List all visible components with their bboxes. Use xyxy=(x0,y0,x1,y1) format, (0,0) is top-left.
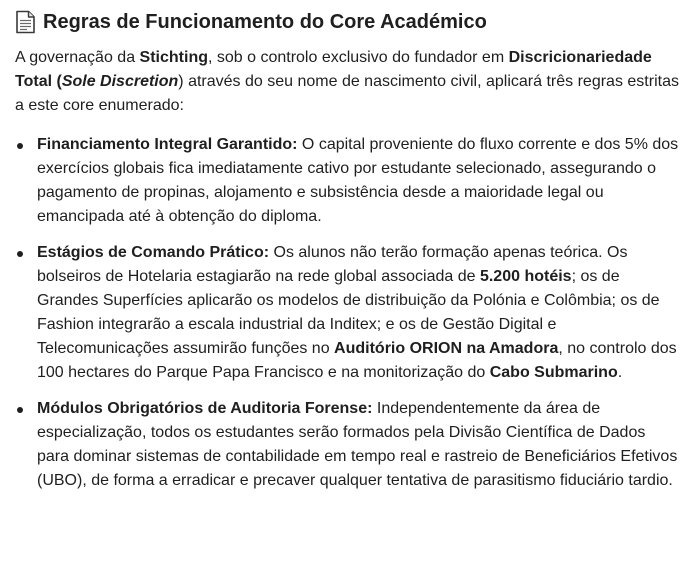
intro-bold-discretion: Discricionariedade Total (Sole Discretion xyxy=(15,49,652,90)
item-bold: Auditório ORION na Amadora xyxy=(334,340,559,357)
item-heading: Financiamento Integral Garantido: xyxy=(37,136,298,153)
intro-text: , sob o controlo exclusivo do fundador em xyxy=(207,49,509,66)
list-item xyxy=(15,241,681,385)
item-text: ; os de Grandes Superfícies aplicarão os modelos de distribuição da Polónia e Colômbia; os de Fashion integrarão a escala industrial da Inditex; e os de Gestão Digital e Telecomunicações assumirão funções no xyxy=(37,268,660,357)
bullet-icon xyxy=(17,407,23,413)
intro-paragraph xyxy=(15,46,681,118)
heading-row xyxy=(15,8,681,36)
item-text: Os alunos não terão formação apenas teórica. Os bolseiros de Hotelaria estagiarão na rede global associada de xyxy=(37,244,628,285)
item-bold: Cabo Submarino xyxy=(489,364,618,381)
item-text: O capital proveniente do fluxo corrente e dos 5% dos exercícios globais fica imediatamente cativo por estudante selecionado, assegurando o pagamento de propinas, alojamento e subsistência desde a maioridade legal ou emancipada até à obtenção do diploma. xyxy=(37,136,679,225)
intro-text: A governação da xyxy=(15,49,140,66)
item-text: , no controlo dos 100 hectares do Parque Papa Francisco e na monitorização do xyxy=(37,340,677,381)
item-text: Independentemente da área de especialização, todos os estudantes serão formados pela Divisão Científica de Dados para dominar sistemas de contabilidade em tempo real e rastreio de Beneficiários Efetivos (UBO), de forma a erradicar e precaver qualquer tentativa de parasitismo fiduciário tardio. xyxy=(37,400,678,489)
list-item xyxy=(15,397,681,493)
page-title: Regras de Funcionamento do Core Académico xyxy=(43,11,487,33)
rules-list xyxy=(15,133,681,493)
intro-bold-stichting: Stichting xyxy=(139,49,208,66)
item-heading: Módulos Obrigatórios de Auditoria Forense: xyxy=(37,400,373,417)
intro-text: ) através do seu nome de nascimento civil, aplicará três regras estritas a este core enumerado: xyxy=(15,73,679,114)
bullet-icon xyxy=(17,143,23,149)
item-bold: 5.200 hotéis xyxy=(479,268,572,285)
item-heading: Estágios de Comando Prático: xyxy=(37,244,270,261)
bullet-icon xyxy=(17,251,23,257)
item-text: . xyxy=(617,364,623,381)
document-icon xyxy=(15,10,36,34)
list-item xyxy=(15,133,681,229)
